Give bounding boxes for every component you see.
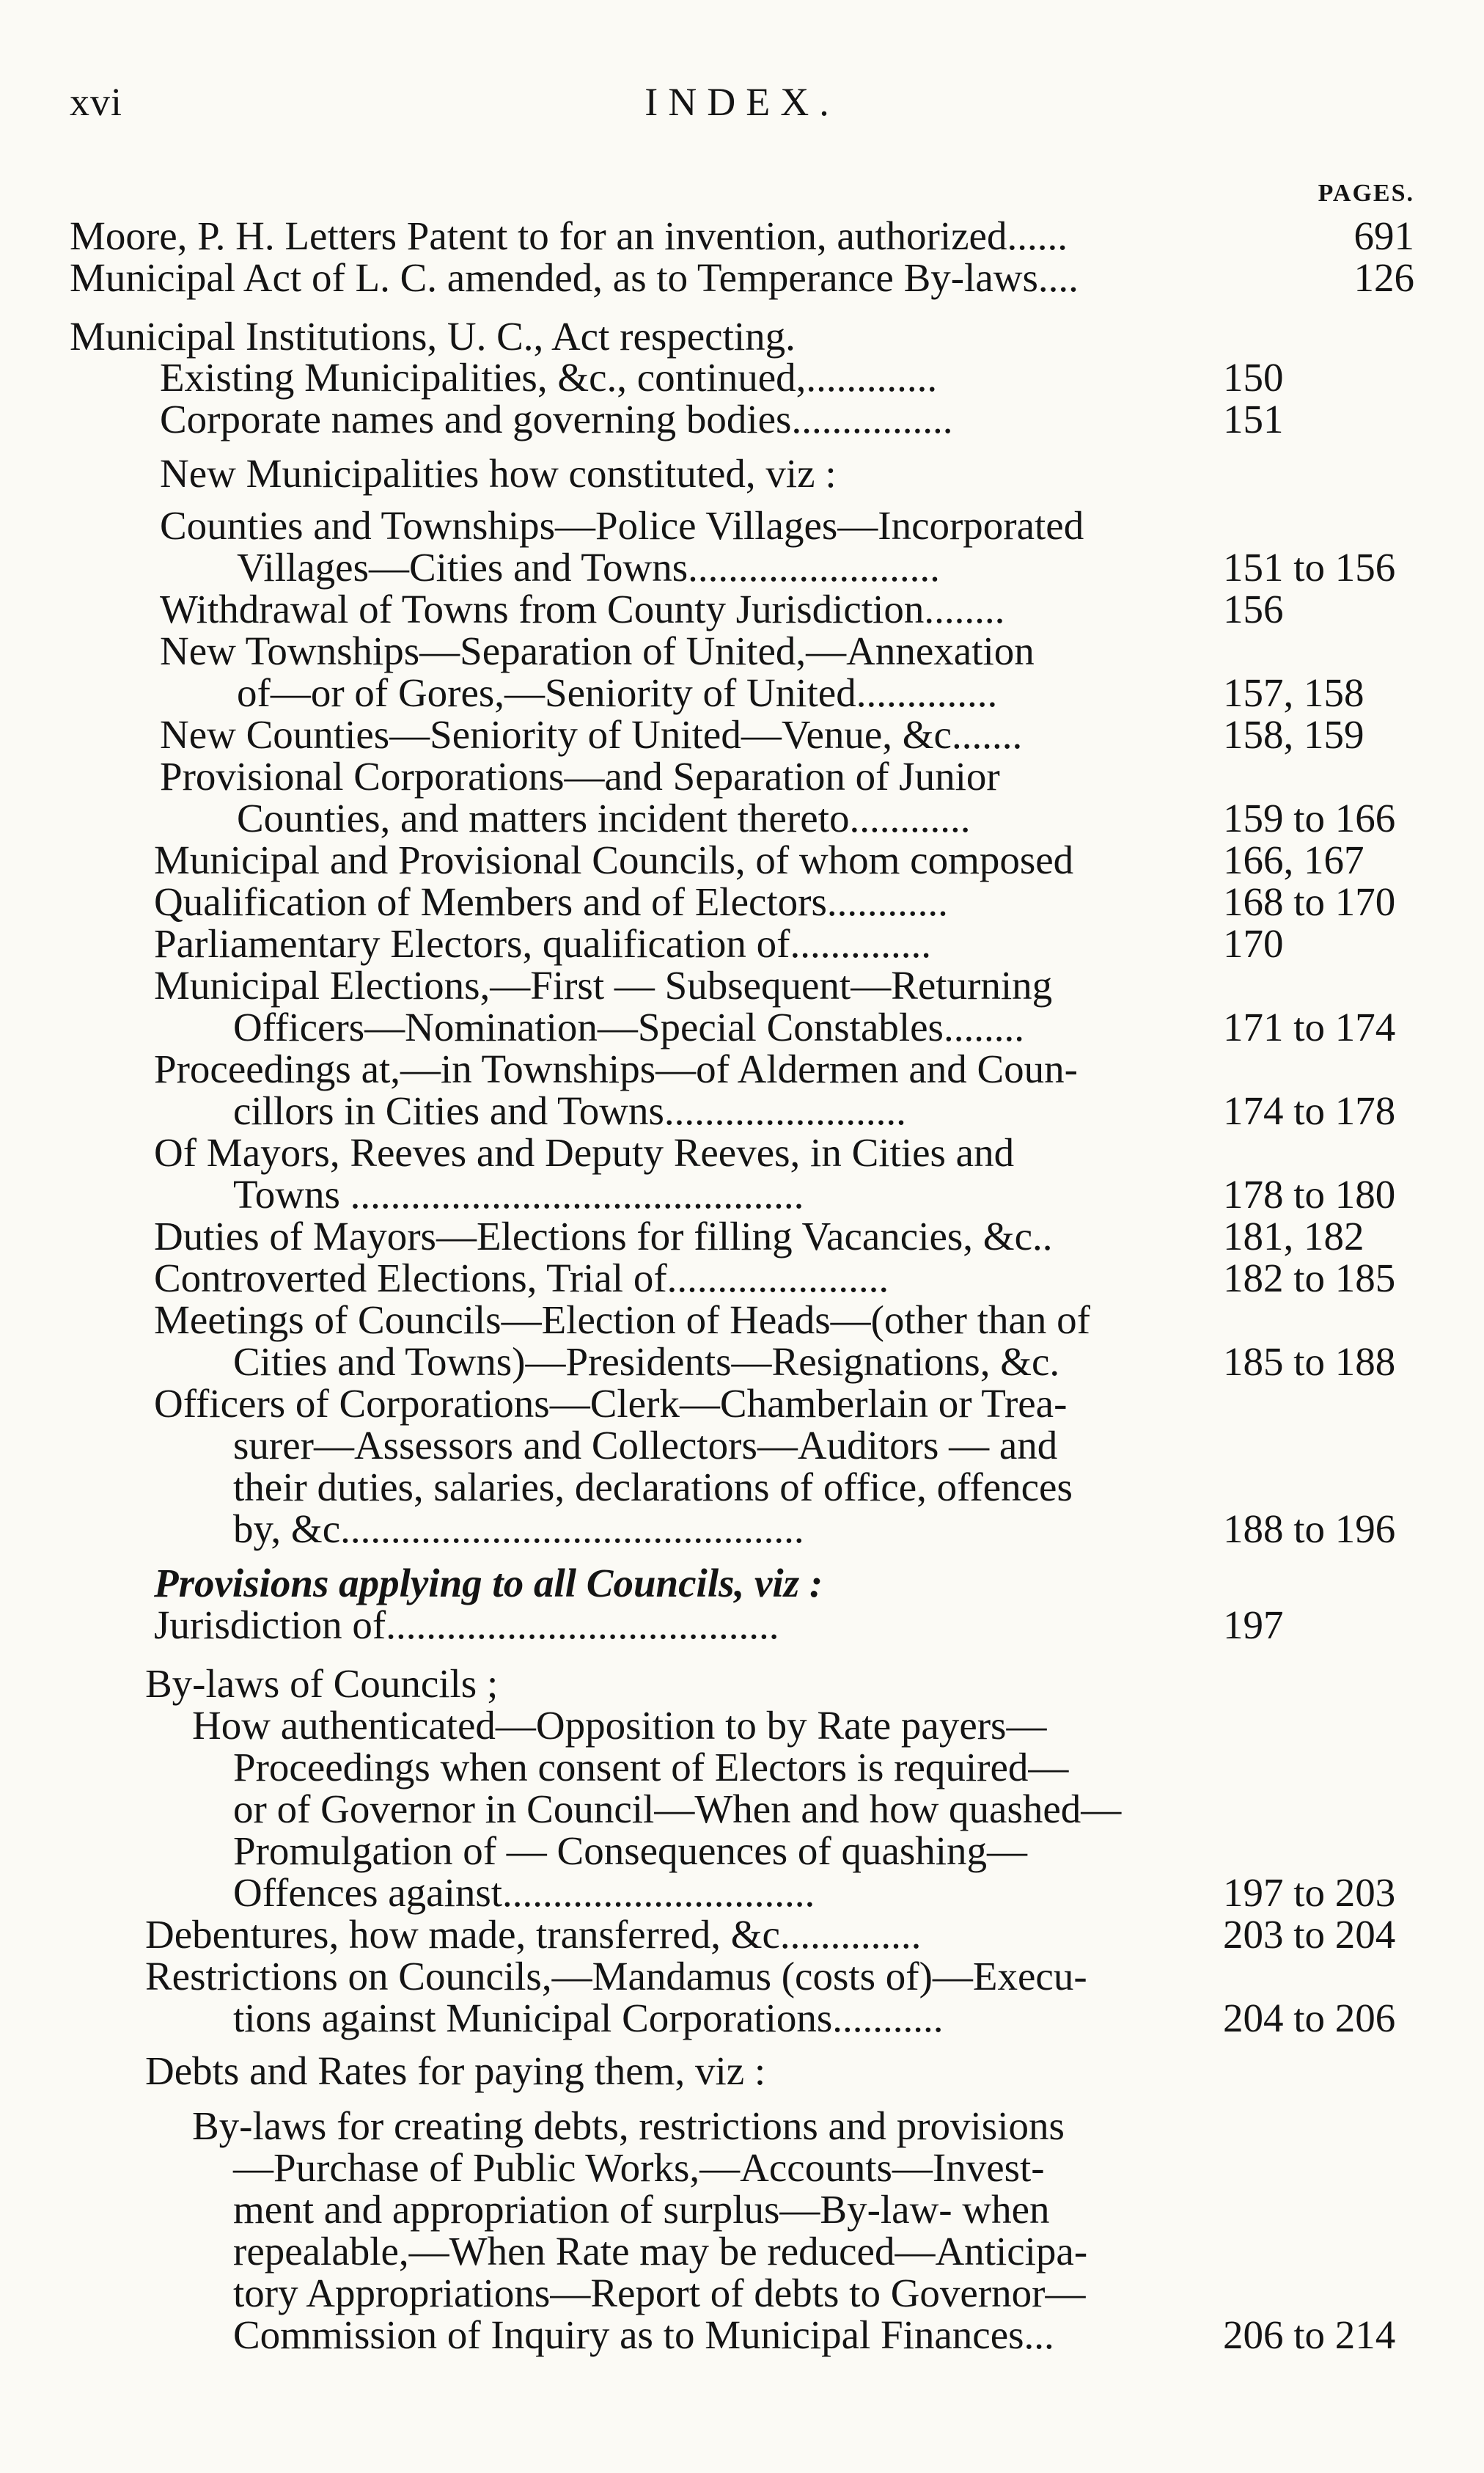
- entry-text: —Purchase of Public Works,—Accounts—Invest-: [233, 2145, 1045, 2190]
- entry-text: by, &c..............................................: [233, 1506, 804, 1551]
- index-entry-heading: [233, 1424, 1057, 1467]
- index-entry-heading: [233, 2147, 1045, 2189]
- entry-text: Proceedings when consent of Electors is required—: [233, 1745, 1069, 1789]
- entry-text: tions against Municipal Corporations...........: [233, 1996, 944, 2040]
- page-reference: 174 to 178: [1223, 1088, 1396, 1133]
- index-entry: [233, 1997, 944, 2040]
- index-entry-heading: [233, 2230, 1087, 2273]
- entry-text: New Counties—Seniority of United—Venue, &c.......: [160, 712, 1023, 757]
- entry-text: Commission of Inquiry as to Municipal Finances...: [233, 2312, 1054, 2357]
- index-entry-heading: [233, 2188, 1050, 2231]
- index-entry: [160, 588, 1004, 631]
- entry-text: ment and appropriation of surplus—By-law- when: [233, 2187, 1050, 2232]
- entry-text: Municipal Elections,—First — Subsequent—Returning: [154, 963, 1053, 1008]
- entry-text: New Municipalities how constituted, viz :: [160, 451, 837, 496]
- entry-text: Qualification of Members and of Electors............: [154, 879, 948, 924]
- entry-text: By-laws of Councils ;: [145, 1661, 499, 1706]
- entry-text: How authenticated—Opposition to by Rate payers—: [192, 1703, 1047, 1748]
- entry-text: of—or of Gores,—Seniority of United..............: [237, 670, 998, 715]
- entry-text: repealable,—When Rate may be reduced—Anticipa-: [233, 2229, 1088, 2274]
- index-entry: [237, 546, 940, 589]
- index-entry: [233, 1006, 1024, 1049]
- entry-text: Controverted Elections, Trial of......................: [154, 1256, 889, 1300]
- entry-text: Jurisdiction of.......................................: [154, 1602, 779, 1647]
- page-reference: 159 to 166: [1223, 796, 1396, 840]
- entry-text: New Townships—Separation of United,—Annexation: [160, 629, 1035, 673]
- index-entry-heading: [154, 1132, 1014, 1174]
- entry-text: Municipal Institutions, U. C., Act respecting.: [70, 314, 796, 359]
- entry-text: Existing Municipalities, &c., continued,.............: [160, 355, 938, 400]
- index-entry-heading: [70, 315, 796, 358]
- entry-text: By-laws for creating debts, restrictions and provisions: [192, 2103, 1065, 2148]
- index-entry: [233, 1090, 906, 1132]
- page-reference: 170: [1223, 921, 1284, 966]
- entry-text: Restrictions on Councils,—Mandamus (costs of)—Execu-: [145, 1954, 1087, 1998]
- index-entry-heading: [192, 2105, 1065, 2147]
- index-entry-heading: [145, 1955, 1087, 1998]
- index-entry: [237, 672, 997, 714]
- index-entry-heading: [233, 1466, 1073, 1509]
- page-reference: 166, 167: [1223, 838, 1364, 882]
- page-reference: 197 to 203: [1223, 1870, 1396, 1915]
- entry-text: Duties of Mayors—Elections for filling Vacancies, &c..: [154, 1214, 1053, 1259]
- entry-text: Of Mayors, Reeves and Deputy Reeves, in Cities and: [154, 1130, 1015, 1175]
- index-entry: [160, 398, 952, 441]
- index-entry-heading: [154, 964, 1052, 1007]
- index-entry-heading: [154, 1562, 823, 1605]
- pages-column-heading: PAGES.: [1318, 180, 1414, 207]
- index-entry: [233, 2314, 1054, 2356]
- entry-text: tory Appropriations—Report of debts to Governor—: [233, 2271, 1086, 2315]
- index-entry-heading: [192, 1704, 1046, 1747]
- index-entry: [154, 923, 931, 965]
- index-entry-heading: [233, 1830, 1027, 1872]
- entry-text: their duties, salaries, declarations of office, offences: [233, 1465, 1073, 1509]
- page-number: xvi: [70, 80, 123, 124]
- entry-text: Meetings of Councils—Election of Heads—(other than of: [154, 1297, 1090, 1342]
- entry-text: Proceedings at,—in Townships—of Aldermen and Coun-: [154, 1047, 1078, 1091]
- entry-text: Towns .............................................: [233, 1172, 804, 1217]
- page-reference: 181, 182: [1223, 1214, 1364, 1259]
- index-entry: [237, 797, 970, 840]
- entry-text: Officers—Nomination—Special Constables........: [233, 1005, 1024, 1049]
- page-reference: 156: [1223, 587, 1284, 631]
- index-entry-heading: [160, 453, 837, 495]
- entry-text: Moore, P. H. Letters Patent to for an invention, authorized......: [70, 213, 1068, 258]
- index-entry-heading: [145, 1663, 498, 1705]
- page-title: INDEX.: [644, 80, 840, 124]
- index-entry: [70, 215, 1068, 257]
- entry-text: Municipal Act of L. C. amended, as to Temperance By-laws....: [70, 255, 1079, 300]
- page-reference: 203 to 204: [1223, 1912, 1396, 1957]
- page-reference: 204 to 206: [1223, 1996, 1396, 2040]
- entry-text: Debentures, how made, transferred, &c..............: [145, 1912, 922, 1957]
- index-entry: [154, 839, 1073, 882]
- entry-text: Officers of Corporations—Clerk—Chamberlain or Trea-: [154, 1381, 1068, 1426]
- page-reference: 151 to 156: [1223, 545, 1396, 590]
- entry-text: Corporate names and governing bodies................: [160, 397, 953, 442]
- index-entry-heading: [233, 1746, 1068, 1789]
- page-reference: 178 to 180: [1223, 1172, 1396, 1217]
- index-entry: [154, 1604, 779, 1646]
- index-entry-heading: [233, 2272, 1085, 2315]
- page-reference: 206 to 214: [1223, 2312, 1396, 2357]
- index-entry: [160, 714, 1022, 756]
- index-entry-heading: [233, 1788, 1121, 1831]
- entry-text: Counties and Townships—Police Villages—Incorporated: [160, 503, 1084, 548]
- index-entry-heading: [160, 505, 1084, 547]
- entry-text: Withdrawal of Towns from County Jurisdiction........: [160, 587, 1005, 631]
- page-reference: 150: [1223, 355, 1284, 400]
- index-entry: [70, 257, 1079, 299]
- index-entry-heading: [145, 2050, 765, 2092]
- index-entry: [233, 1341, 1059, 1383]
- index-entry: [145, 1913, 921, 1956]
- entry-text: Parliamentary Electors, qualification of..............: [154, 921, 931, 966]
- page-reference: 182 to 185: [1223, 1256, 1396, 1300]
- entry-text: Provisional Corporations—and Separation of Junior: [160, 754, 1000, 799]
- entry-text: surer—Assessors and Collectors—Auditors — and: [233, 1423, 1058, 1468]
- index-entry: [233, 1872, 815, 1914]
- page-reference: 157, 158: [1223, 670, 1364, 715]
- entry-text: Villages—Cities and Towns.........................: [237, 545, 940, 590]
- index-entry-heading: [154, 1382, 1067, 1425]
- index-entry: [233, 1508, 804, 1550]
- entry-text: or of Governor in Council—When and how quashed—: [233, 1787, 1122, 1831]
- entry-text: Debts and Rates for paying them, viz :: [145, 2048, 766, 2093]
- page-reference: 158, 159: [1223, 712, 1364, 757]
- page-reference: 151: [1223, 397, 1284, 442]
- page-reference: 188 to 196: [1223, 1506, 1396, 1551]
- page-reference: 171 to 174: [1223, 1005, 1396, 1049]
- entry-text: Counties, and matters incident thereto............: [237, 796, 971, 840]
- page-reference: 126: [1353, 255, 1414, 300]
- index-entry: [154, 1257, 889, 1300]
- page-reference: 185 to 188: [1223, 1339, 1396, 1384]
- index-entry-heading: [154, 1048, 1078, 1091]
- index-entry-heading: [160, 630, 1035, 673]
- index-entry: [154, 881, 948, 923]
- entry-text: Municipal and Provisional Councils, of whom composed: [154, 838, 1074, 882]
- page-reference: 168 to 170: [1223, 879, 1396, 924]
- index-entry: [160, 356, 937, 399]
- entry-text: Offences against...............................: [233, 1870, 815, 1915]
- entry-text: Cities and Towns)—Presidents—Resignations, &c.: [233, 1339, 1060, 1384]
- entry-text: Provisions applying to all Councils, viz :: [154, 1561, 823, 1605]
- index-entry-heading: [154, 1299, 1090, 1341]
- page-reference: 197: [1223, 1602, 1284, 1647]
- entry-text: Promulgation of — Consequences of quashing—: [233, 1828, 1028, 1873]
- index-entry-heading: [160, 755, 1000, 798]
- page-reference: 691: [1353, 213, 1414, 258]
- index-entry: [154, 1215, 1053, 1258]
- entry-text: cillors in Cities and Towns........................: [233, 1088, 906, 1133]
- index-entry: [233, 1173, 804, 1216]
